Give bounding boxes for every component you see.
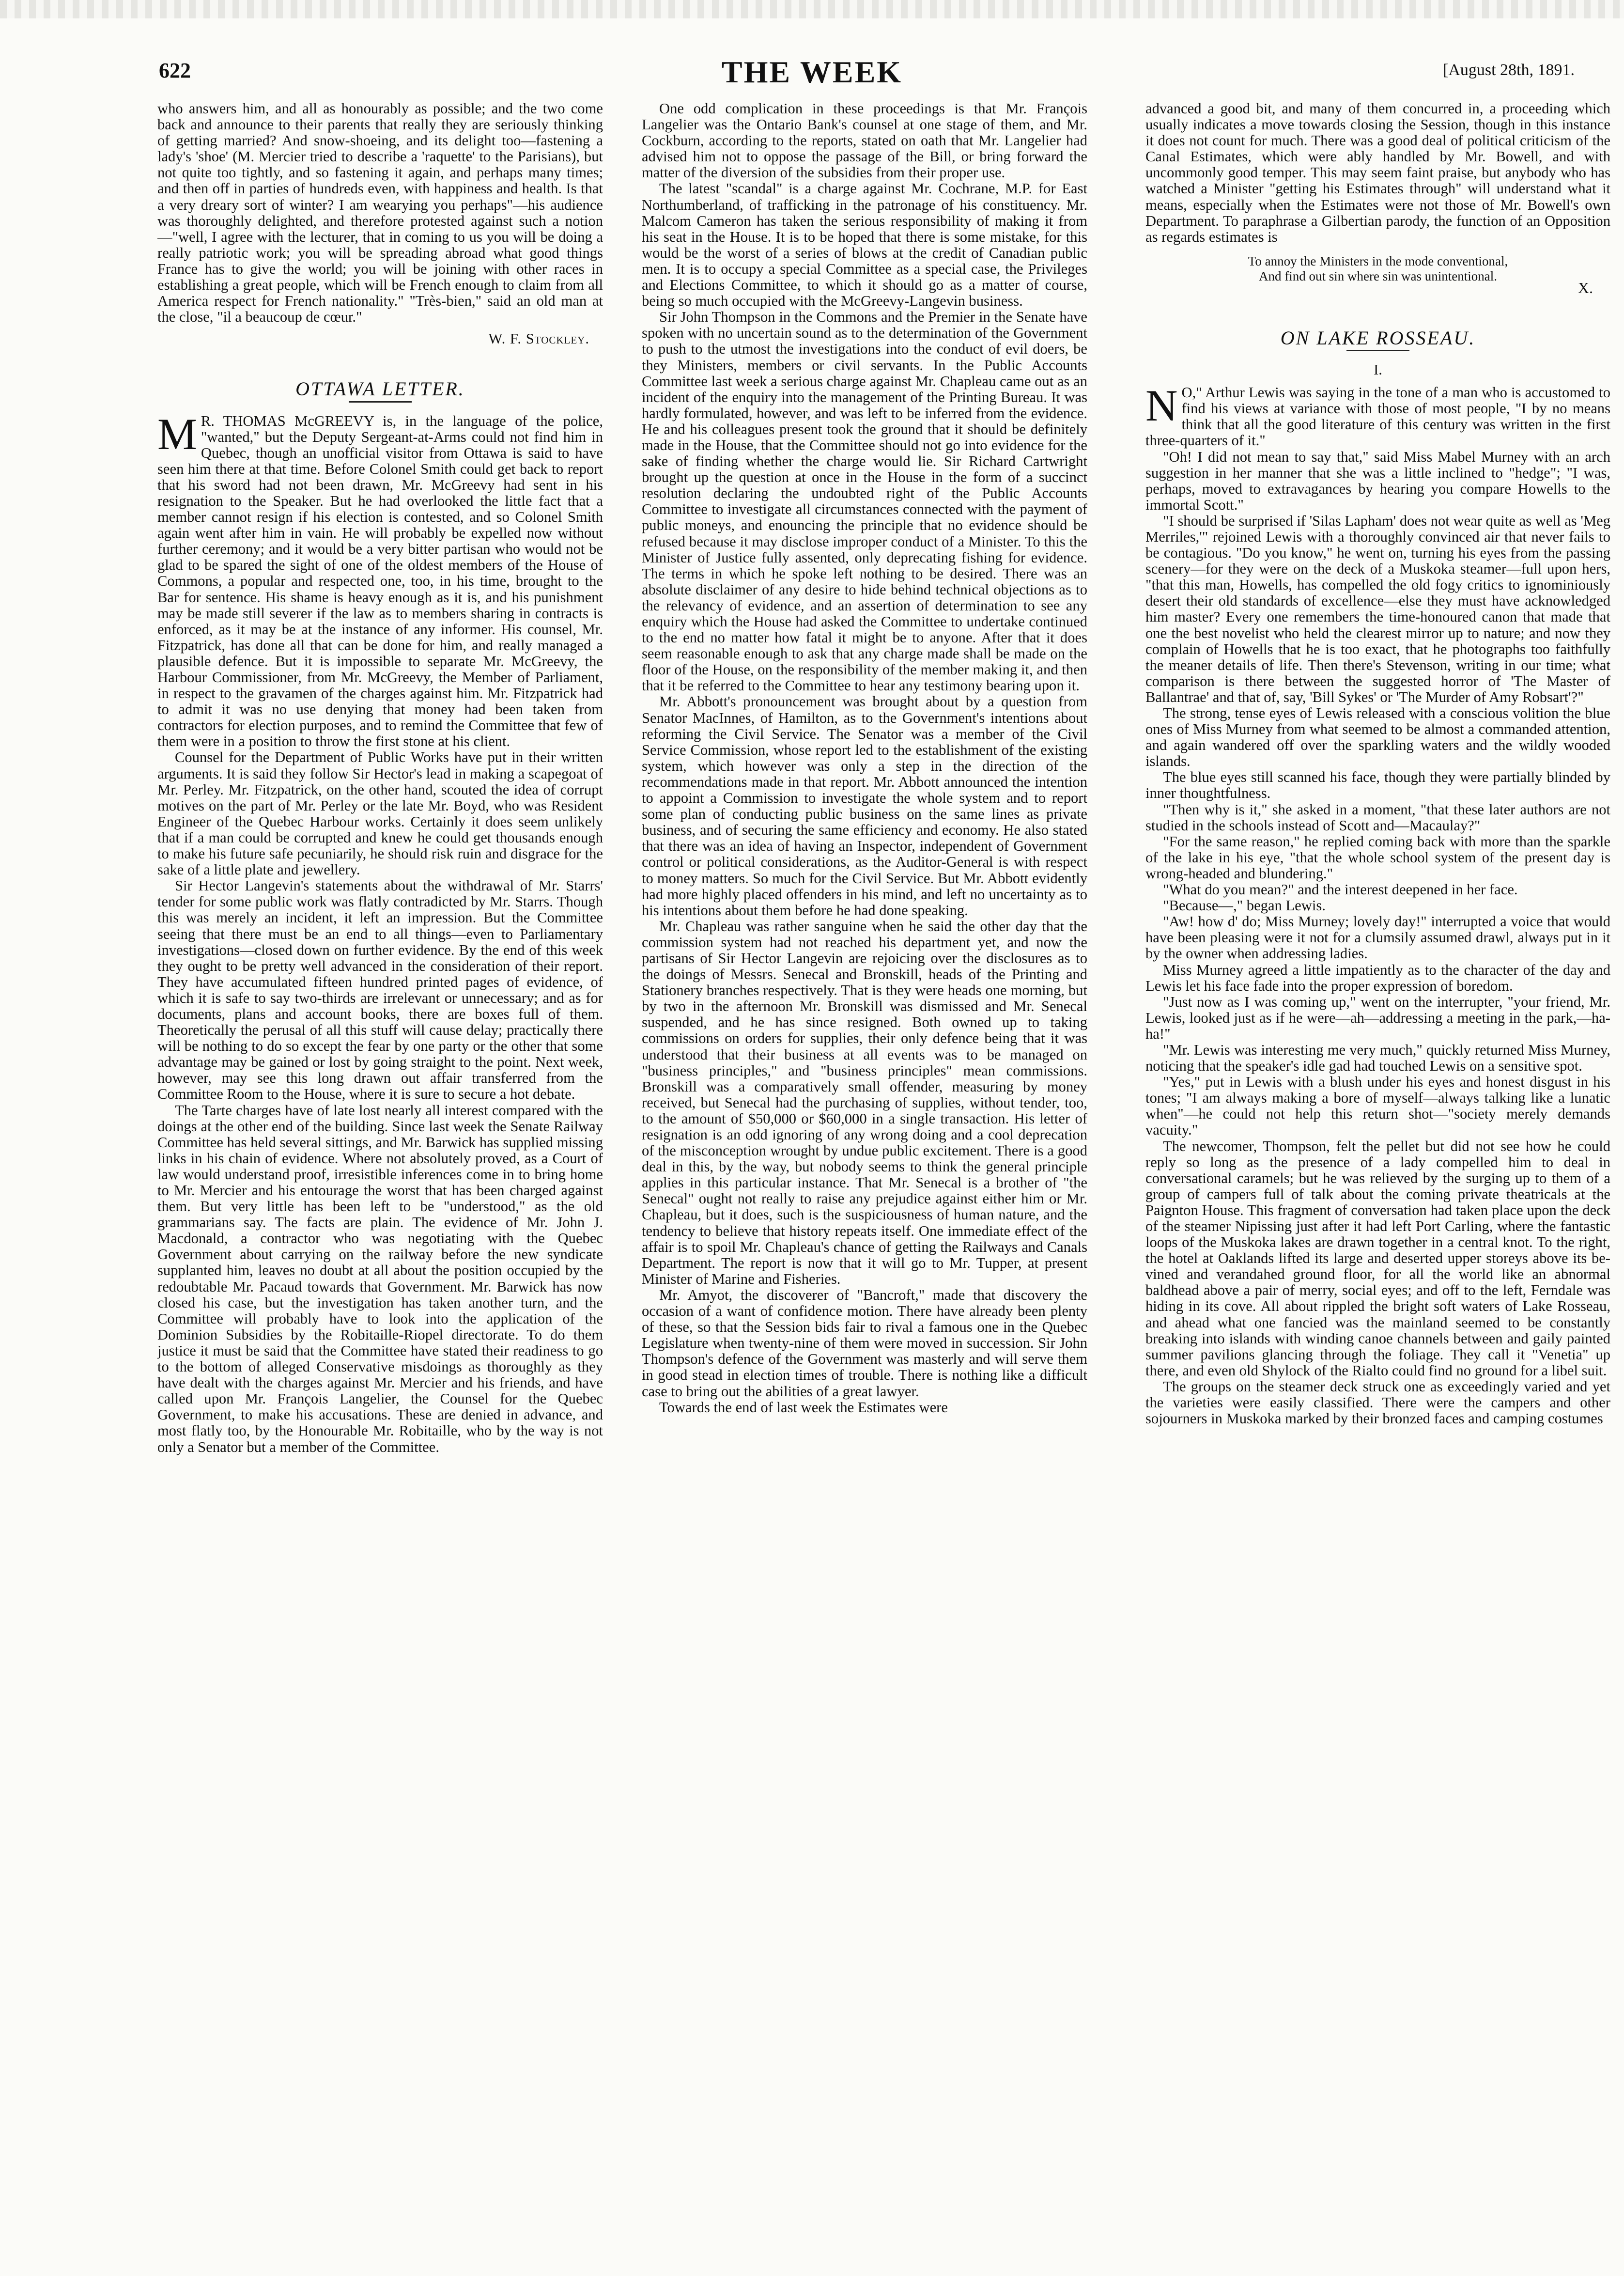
article-title: OTTAWA LETTER. bbox=[295, 378, 465, 400]
paragraph: Sir John Thompson in the Commons and the Premier in the Senate have spoken with no uncertain sound as to the determination of the Government to push to the utmost the investigations into the conduct of evil doers, be they Ministers, members or civil servants. In the Public Accounts Committee last week a serious charge against Mr. Chapleau came out as an incident of the enquiry into the management of the Printing Bureau. It was hardly formulated, however, and was left to be inferred from the evidence. He and his colleagues present took the ground that it should be definitely made in the House, that the Committee should not go into evidence for the sake of finding whether the charge would lie. Sir Richard Cartwright brought up the question at once in the House in the form of a succinct resolution declaring the undoubted right of the Public Accounts Committee to investigate all circumstances connected with the payment of public moneys, and enouncing the principle that no evidence should be refused because it may disclose improper conduct of a Minister. To this the Minister of Justice fully assented, only deprecating fishing for evidence. The terms in which he spoke left nothing to be desired. There was an absolute disclaimer of any desire to hide behind technical objections as to the relevancy of evidence, and an assertion of determination to see any enquiry which the House had asked the Committee to undertake continued to the end no matter how fatal it might be to anyone. After that it does seem reasonable enough to ask that any charge made shall be made on the floor of the House, on the responsibility of the member making it, and then that it be referred to the Committee to hear any testimony bearing upon it. bbox=[642, 309, 1087, 694]
column-1 bbox=[157, 101, 603, 2242]
title-rule bbox=[349, 401, 412, 403]
paragraph: "I should be surprised if 'Silas Lapham' does not wear quite as well as 'Meg Merriles,'" rejoined Lewis with a thoroughly convinced air that never fails to be contagious. "Do you know," he went on, turning his eyes from the passing scenery—for they were on the deck of a Muskoka steamer—full upon hers, "that this man, Howells, has compelled the old fogy critics to ignominiously desert their old standards of excellence—else they must have acknowledged him master? Every one remembers the time-honoured canon that made that one the best novelist who held the clearest mirror up to nature; and now they complain of Howells that he is too exact, that he photographs too faithfully the meaner details of life. Then there's Stevenson, writing in our time; what comparison is there between the suggested horror of 'The Master of Ballantrae' and that of, say, 'Bill Sykes' or 'The Murder of Amy Robsart'?" bbox=[1145, 512, 1610, 705]
paragraph: Miss Murney agreed a little impatiently as to the character of the day and Lewis let his face fade into the proper expression of boredom. bbox=[1145, 961, 1610, 994]
scan-edge-noise bbox=[0, 0, 1624, 18]
paragraph: The blue eyes still scanned his face, though they were partially blinded by inner thoughtfulness. bbox=[1145, 769, 1610, 802]
paragraph: Mr. Abbott's pronouncement was brought about by a question from Senator MacInnes, of Hamilton, as to the Government's intentions about reforming the Civil Service. The Senator was a member of the Civil Service Commission, whose report led to the establishment of the existing system, which however was only a step in the direction of the recommendations made in that report. Mr. Abbott announced the intention to appoint a Commission to investigate the whole system and to report some plan of conducting public business on the same lines as private business, and of securing the same efficiency and economy. He also stated that there was an idea of having an Inspector, independent of Government control or political considerations, as the Auditor-General is with respect to money matters. So much for the Civil Service. But Mr. Abbott evidently had more highly placed offenders in his mind, and left no uncertainty as to his intentions about them before he had done speaking. bbox=[642, 693, 1087, 919]
story-title: ON LAKE ROSSEAU. bbox=[1280, 327, 1476, 349]
verse-signature: X. bbox=[1578, 279, 1593, 296]
masthead: THE WEEK bbox=[721, 55, 903, 89]
verse-line: To annoy the Ministers in the mode conventional, bbox=[1248, 253, 1508, 268]
page-header bbox=[0, 55, 1624, 102]
paragraph: "Because—," began Lewis. bbox=[1163, 897, 1326, 914]
paragraph: "Mr. Lewis was interesting me very much," quickly returned Miss Murney, noticing that the speaker's idle gad had touched Lewis on a sensitive spot. bbox=[1145, 1041, 1610, 1075]
paragraph-text: R. THOMAS McGREEVY is, in the language of the police, "wanted," but the Deputy Sergeant-at-Arms could not find him in Quebec, though an unofficial visitor from Ottawa is said to have seen him there at that time. Before Colonel Smith could get back to report that his sword had not been drawn, Mr. McGreevy had sent in his resignation to the Speaker. But he had overlooked the little fact that a member cannot resign if his election is contested, and so Colonel Smith again went after him in vain. He will probably be expelled now without further ceremony; and it would be a very bitter partisan who would not be glad to be spared the sight of one of the oldest members of the House of Commons, a popular and respected one, too, in his time, brought to the Bar for sentence. His shame is heavy enough as it is, and his punishment may be made still severer if the law as to members sharing in contracts is enforced, as it may be at the instance of any informer. His counsel, Mr. Fitzpatrick, has done all that can be done for him, and really managed a plausible defence. But it is impossible to separate Mr. McGreevy, the Harbour Commissioner, from Mr. McGreevy, the Member of Parliament, in respect to the gravamen of the charges against him. Mr. Fitzpatrick had to admit it was no use denying that money had been taken from contractors for election purposes, and to remind the Committee that few of them were in a position to throw the first stone at his client. bbox=[157, 412, 603, 750]
paragraph: who answers him, and all as honourably as possible; and the two come back and announce to their parents that really they are seriously thinking of getting married? And snow-shoeing, and its delight too—fastening a lady's 'shoe' (M. Mercier tried to describe a 'raquette' to the Parisians), but not quite too tightly, and so fastening it again, and perhaps many times; and then off in parties of hundreds even, with happiness and health. Is that a very dreary sort of winter? I am wearying you perhaps"—his audience was thoroughly delighted, and therefore protested against such a notion—"well, I agree with the lecturer, that in coming to us you will be doing a really patriotic work; you will be spreading abroad what good things France has to give the world; you will be joining with other races in establishing a great people, which will be French enough to claim from all America respect for French nationality." "Très-bien," said an old man at the close, "il a beaucoup de cœur." bbox=[157, 101, 603, 326]
paragraph bbox=[157, 409, 603, 750]
paragraph bbox=[1145, 381, 1610, 449]
column-3 bbox=[1145, 101, 1610, 2242]
paragraph: "Oh! I did not mean to say that," said Miss Mabel Murney with an arch suggestion in her manner that she was a little inclined to "hedge"; "I was, perhaps, moved to extravagances by hearing you compare Howells to the immortal Scott." bbox=[1145, 448, 1610, 513]
paragraph: "What do you mean?" and the interest deepened in her face. bbox=[1163, 881, 1518, 898]
page-number: 622 bbox=[159, 59, 191, 82]
paragraph: The Tarte charges have of late lost nearly all interest compared with the doings at the other end of the building. Since last week the Senate Railway Committee has held several sittings, and Mr. Barwick has supplied missing links in his chain of evidence. Where not absolutely proved, as a Court of law would understand proof, irresistible inferences come in to bring home to Mr. Mercier and his entourage the worst that has been charged against them. But very little has been left to be "understood," as the old grammarians say. The facts are plain. The evidence of Mr. John J. Macdonald, a contractor who was negotiating with the Quebec Government about carrying on the railway before the new syndicate supplanted him, leaves no doubt at all about the position occupied by the redoubtable Mr. Pacaud towards that Government. Mr. Barwick has now closed his case, but the investigation has taken another turn, and the Committee will probably have to look into the application of the Dominion Subsidies by the Robitaille-Riopel directorate. To do them justice it must be said that the Committee have stated their readiness to go to the bottom of alleged Conservative misdoings as thoroughly as they have dealt with the charges against Mr. Mercier and his friends, and have called upon Mr. François Langelier, the Counsel for the Quebec Government, to make his accusations. These are denied in advance, and most flatly too, by the Honourable Mr. Robitaille, who by the way is not only a Senator but a member of the Committee. bbox=[157, 1102, 603, 1455]
paragraph: Mr. Chapleau was rather sanguine when he said the other day that the commission system had not reached his department yet, and now the partisans of Sir Hector Langevin are rejoicing over the disclosures as to the doings of Messrs. Senecal and Bronskill, heads of the Printing and Stationery branches respectively. That is they were heads one morning, but by two in the afternoon Mr. Bronskill was dismissed and Mr. Senecal suspended, and he has since resigned. Both owned up to taking commissions on orders for supplies, their only defence being that it was understood that their business at all events was to be managed on "business principles," and "business principles" mean commissions. Bronskill was a comparatively small offender, measuring by money received, but Senecal had the purchasing of supplies, without tender, too, to the amount of $50,000 or $60,000 in a single transaction. His letter of resignation is an odd ignoring of any wrong doing and a cool deprecation of the misconception wrought by undue public excitement. There is a good deal in this, by the way, but nobody seems to think the general principle applies in this particular instance. That Mr. Senecal is a brother of "the Senecal" ought not really to raise any prejudice against either him or Mr. Chapleau, but it does, such is the suspiciousness of human nature, and the tendency to believe that history repeats itself. One immediate effect of the affair is to spoil Mr. Chapleau's chance of getting the Railways and Canals Department. The report is now that it will go to Mr. Tupper, at present Minister of Marine and Fisheries. bbox=[642, 918, 1087, 1287]
paragraph: "For the same reason," he replied coming back with more than the sparkle of the lake in his eye, "that the whole school system of the present day is wrong-headed and blundering." bbox=[1145, 833, 1610, 882]
paragraph: "Aw! how d' do; Miss Murney; lovely day!" interrupted a voice that would have been pleasing were it not for a clumsily assumed drawl, always put in it by the owner when addressing ladies. bbox=[1145, 913, 1610, 962]
title-rule bbox=[1346, 350, 1409, 351]
drop-cap: N bbox=[1145, 381, 1178, 431]
column-2 bbox=[642, 101, 1087, 2242]
issue-date: [August 28th, 1891. bbox=[1443, 61, 1575, 79]
paragraph: One odd complication in these proceedings is that Mr. François Langelier was the Ontario Bank's counsel at one stage of them, and Mr. Cockburn, according to the reports, stated on oath that Mr. Langelier had advised him not to oppose the passage of the Bill, or bring forward the matter of the diversion of the subsidies from their proper use. bbox=[642, 101, 1087, 181]
paragraph: "Just now as I was coming up," went on the interrupter, "your friend, Mr. Lewis, looked just as if he were—ah—addressing a meeting in the park,—ha-ha!" bbox=[1145, 993, 1610, 1042]
drop-cap: M bbox=[157, 409, 197, 459]
paragraph: The latest "scandal" is a charge against Mr. Cochrane, M.P. for East Northumberland, of trafficking in the patronage of his constituency. Mr. Malcom Cameron has taken the serious responsibility of making it from his seat in the House. It is to be hoped that there is some mistake, for this would be the worst of a series of blows at the credit of Canadian public men. It is to occupy a special Committee as a special case, the Privileges and Elections Committee, to which it should go as a matter of course, being so much occupied with the McGreevy-Langevin business. bbox=[642, 180, 1087, 310]
paragraph: Sir Hector Langevin's statements about the withdrawal of Mr. Starrs' tender for some public work was flatly contradicted by Mr. Starrs. Though this was merely an incident, it left an impression. But the Committee seeing that there must be an end to all things—even to Parliamentary investigations—closed down on further evidence. By the end of this week they ought to be pretty well advanced in the consideration of their report. They have accumulated fifteen hundred printed pages of evidence, of which it is safe to say two-thirds are irrelevant or unnecessary; and as for documents, plans and account books, there are boxes full of them. Theoretically the perusal of all this stuff will cause delay; practically there will be nothing to do so except the fear by one party or the other that some advantage may be gained or lost by going straight to the point. Next week, however, may see this long drawn out affair transferred from the Committee Room to the House, where it is sure to secure a hot debate. bbox=[157, 877, 603, 1103]
paragraph: The strong, tense eyes of Lewis released with a conscious volition the blue ones of Miss Murney from what seemed to be almost a commanded attention, and again wandered off over the sparkling waters and the wildly wooded islands. bbox=[1145, 705, 1610, 770]
paragraph: The groups on the steamer deck struck one as exceedingly varied and yet the varieties were easily classified. There were the campers and other sojourners in Muskoka marked by their bronzed faces and camping costumes bbox=[1145, 1378, 1610, 1427]
paragraph-text: O," Arthur Lewis was saying in the tone of a man who is accustomed to find his views at variance with those of most people, "I by no means think that all the good literature of this century was written in the first three-quarters of it." bbox=[1145, 384, 1610, 449]
paragraph: The newcomer, Thompson, felt the pellet but did not see how he could reply so long as the presence of a lady compelled him to deal in conversational caramels; but he was relieved by the surging up to them of a group of campers full of talk about the coming private theatricals at the Paignton House. This fragment of conversation had taken place upon the deck of the steamer Nipissing just after it had left Port Carling, where the fantastic loops of the Muskoka lakes are drawn together in a central knot. To the right, the hotel at Oaklands lifted its large and deserted upper storeys above its be-vined and verandahed ground floor, for all the world like an abnormal baldhead above a pair of merry, social eyes; and off to the left, Ferndale was hiding in its cove. All about rippled the bright soft waters of Lake Rosseau, and ahead what one fancied was the mainland seemed to be constantly breaking into islands with winding canoe channels between and gaily painted summer pavilions glancing through the foliage. They call it "Venetia" up there, and even old Shylock of the Rialto could find no ground for a libel suit. bbox=[1145, 1138, 1610, 1379]
verse-line: And find out sin where sin was unintentional. bbox=[1259, 268, 1497, 283]
paragraph: "Yes," put in Lewis with a blush under his eyes and honest disgust in his tones; "I am always making a bore of myself—always talking like a lunatic when"—he could not help this return shot—"society merely demands vacuity." bbox=[1145, 1074, 1610, 1138]
paragraph: Counsel for the Department of Public Works have put in their written arguments. It is said they follow Sir Hector's lead in making a scapegoat of Mr. Perley. Mr. Fitzpatrick, on the other hand, scouted the idea of corrupt motives on the part of Mr. Perley or the late Mr. Boyd, who was Resident Engineer of the Quebec Harbour works. Certainly it does seem unlikely that if a man could be corrupted and knew he could get thousands enough to make his future safe pecuniarily, he should risk ruin and disgrace for the sake of a little plate and jewellery. bbox=[157, 749, 603, 878]
paragraph: Mr. Amyot, the discoverer of "Bancroft," made that discovery the occasion of a want of confidence motion. There have already been plenty of these, so that the Session bids fair to rival a famous one in the Quebec Legislature when twenty-nine of them were moved in succession. Sir John Thompson's defence of the Government was masterly and will serve them in good stead in election times of trouble. There is nothing like a difficult case to bring out the abilities of a great lawyer. bbox=[642, 1286, 1087, 1400]
paragraph: advanced a good bit, and many of them concurred in, a proceeding which usually indicates a move towards closing the Session, though in this instance it does not count for much. There was a good deal of political criticism of the Canal Estimates, which were ably handled by Mr. Bowell, and with uncommonly good temper. This may seem faint praise, but anybody who has watched a Minister "getting his Estimates through" will understand what it means, especially when the Estimates were not those of Mr. Bowell's own Department. To paraphrase a Gilbertian parody, the function of an Opposition as regards estimates is bbox=[1145, 101, 1610, 245]
signature: W. F. Stockley. bbox=[488, 330, 589, 347]
chapter-number: I. bbox=[1374, 361, 1382, 378]
paragraph: "Then why is it," she asked in a moment, "that these later authors are not studied in the schools instead of Scott and—Macaulay?" bbox=[1145, 801, 1610, 834]
paragraph: Towards the end of last week the Estimates were bbox=[659, 1399, 948, 1416]
